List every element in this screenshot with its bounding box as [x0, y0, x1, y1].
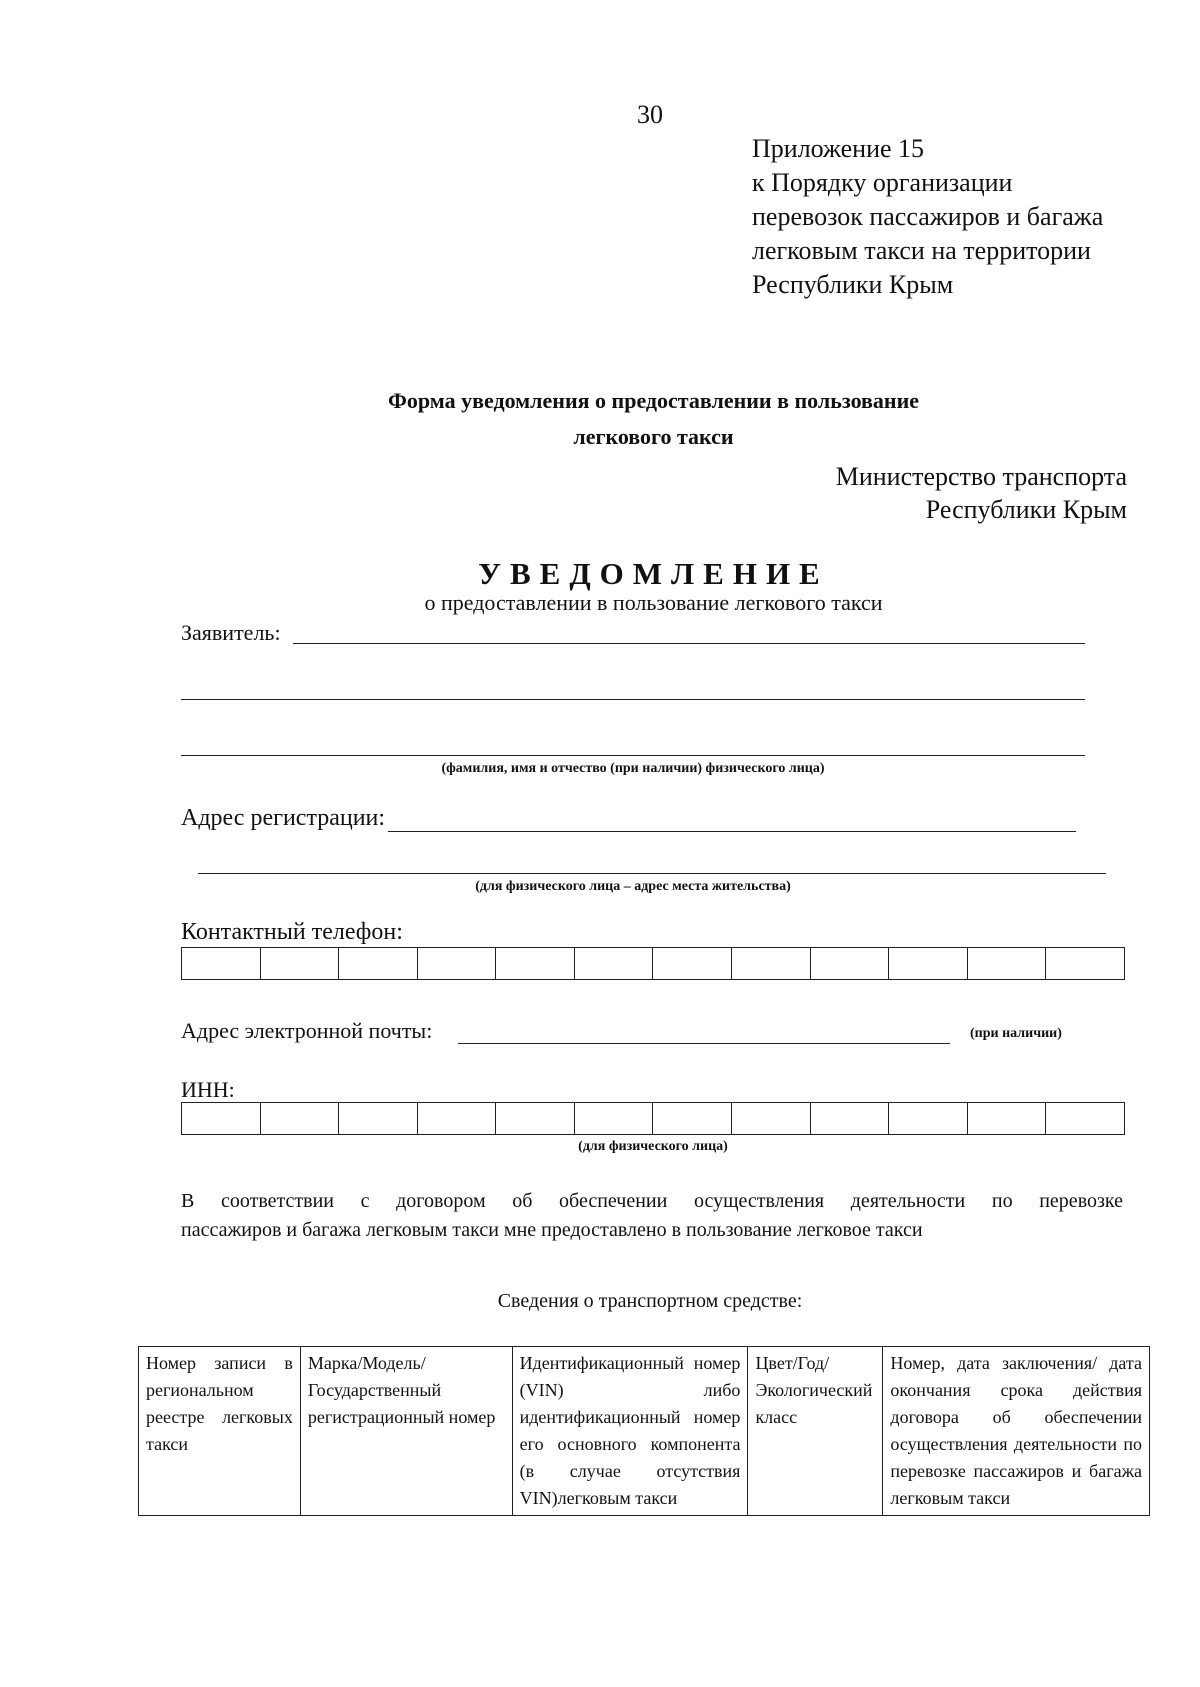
address-hint: (для физического лица – адрес места жительства) [475, 879, 791, 894]
appendix-line: легковым такси на территории [752, 236, 1091, 265]
vehicle-table [138, 1346, 1150, 1516]
vehicle-table-header-cell: Марка/Модель/ Государственный регистрационный номер [300, 1347, 512, 1516]
form-title [0, 383, 1200, 455]
phone-cell[interactable] [653, 948, 732, 979]
phone-cells [181, 947, 1125, 980]
applicant-label: Заявитель: [181, 620, 281, 645]
notice-title: УВЕДОМЛЕНИЕ [478, 556, 829, 591]
phone-cell[interactable] [339, 948, 418, 979]
appendix-block [752, 132, 1103, 302]
phone-cell[interactable] [261, 948, 340, 979]
inn-cell[interactable] [496, 1103, 575, 1134]
page-number: 30 [637, 100, 663, 129]
statement-line1: В соответствии с договором об обеспечении осуществления деятельности по перевозке [181, 1190, 1123, 1212]
vehicle-table-header-cell: Номер, дата заключения/ дата окончания срока действия договора об обеспечении осуществления деятельности по перевозке пассажиров и багажа легковым такси [883, 1347, 1150, 1516]
phone-cell[interactable] [1046, 948, 1124, 979]
inn-cell[interactable] [339, 1103, 418, 1134]
inn-cell[interactable] [732, 1103, 811, 1134]
phone-cell[interactable] [811, 948, 890, 979]
phone-cell[interactable] [182, 948, 261, 979]
phone-cell[interactable] [968, 948, 1047, 979]
inn-cells [181, 1102, 1125, 1135]
inn-cell[interactable] [653, 1103, 732, 1134]
phone-cell[interactable] [575, 948, 654, 979]
inn-cell[interactable] [1046, 1103, 1124, 1134]
phone-cell[interactable] [732, 948, 811, 979]
appendix-line: перевозок пассажиров и багажа [752, 202, 1104, 231]
form-title-line1: Форма уведомления о предоставлении в пользование [387, 388, 920, 413]
vehicle-table-header-cell: Цвет/Год/ Экологический класс [748, 1347, 883, 1516]
applicant-field-line3[interactable] [181, 755, 1085, 756]
inn-label: ИНН: [181, 1077, 235, 1102]
inn-cell[interactable] [889, 1103, 968, 1134]
inn-cell[interactable] [968, 1103, 1047, 1134]
inn-hint: (для физического лица) [578, 1139, 728, 1154]
phone-cell[interactable] [889, 948, 968, 979]
statement-paragraph [181, 1187, 1123, 1245]
statement-line2: пассажиров и багажа легковым такси мне предоставлено в пользование легковое такси [181, 1219, 923, 1241]
recipient-line2: Республики Крым [925, 495, 1127, 524]
inn-cell[interactable] [261, 1103, 340, 1134]
applicant-field-line1[interactable] [293, 643, 1085, 644]
appendix-line: Приложение 15 [752, 134, 925, 163]
vehicle-table-header-cell: Идентификационный номер (VIN) либо идентификационный номер его основного компонента (в случае отсутствия VIN)легковым такси [512, 1347, 748, 1516]
inn-cell[interactable] [418, 1103, 497, 1134]
recipient-line1: Министерство транспорта [835, 462, 1127, 491]
form-title-line2: легкового такси [573, 424, 734, 449]
inn-cell[interactable] [811, 1103, 890, 1134]
phone-label: Контактный телефон: [181, 919, 403, 945]
email-field-line[interactable] [458, 1043, 950, 1044]
vehicle-table-header-cell: Номер записи в региональном реестре легковых такси [139, 1347, 301, 1516]
recipient [836, 460, 1127, 526]
address-label: Адрес регистрации: [181, 805, 386, 831]
notice-subtitle: о предоставлении в пользование легкового такси [424, 590, 883, 615]
appendix-line: Республики Крым [752, 270, 954, 299]
phone-cell[interactable] [418, 948, 497, 979]
email-label: Адрес электронной почты: [181, 1018, 433, 1043]
vehicle-section-title: Сведения о транспортном средстве: [497, 1290, 803, 1312]
phone-cell[interactable] [496, 948, 575, 979]
email-hint: (при наличии) [970, 1026, 1062, 1041]
applicant-hint: (фамилия, имя и отчество (при наличии) физического лица) [441, 761, 825, 776]
vehicle-table-header-row [139, 1347, 1150, 1516]
inn-cell[interactable] [575, 1103, 654, 1134]
inn-cell[interactable] [182, 1103, 261, 1134]
appendix-line: к Порядку организации [752, 168, 1013, 197]
applicant-field-line2[interactable] [181, 699, 1085, 700]
address-field-line2[interactable] [198, 873, 1106, 874]
address-field-line1[interactable] [388, 831, 1076, 832]
